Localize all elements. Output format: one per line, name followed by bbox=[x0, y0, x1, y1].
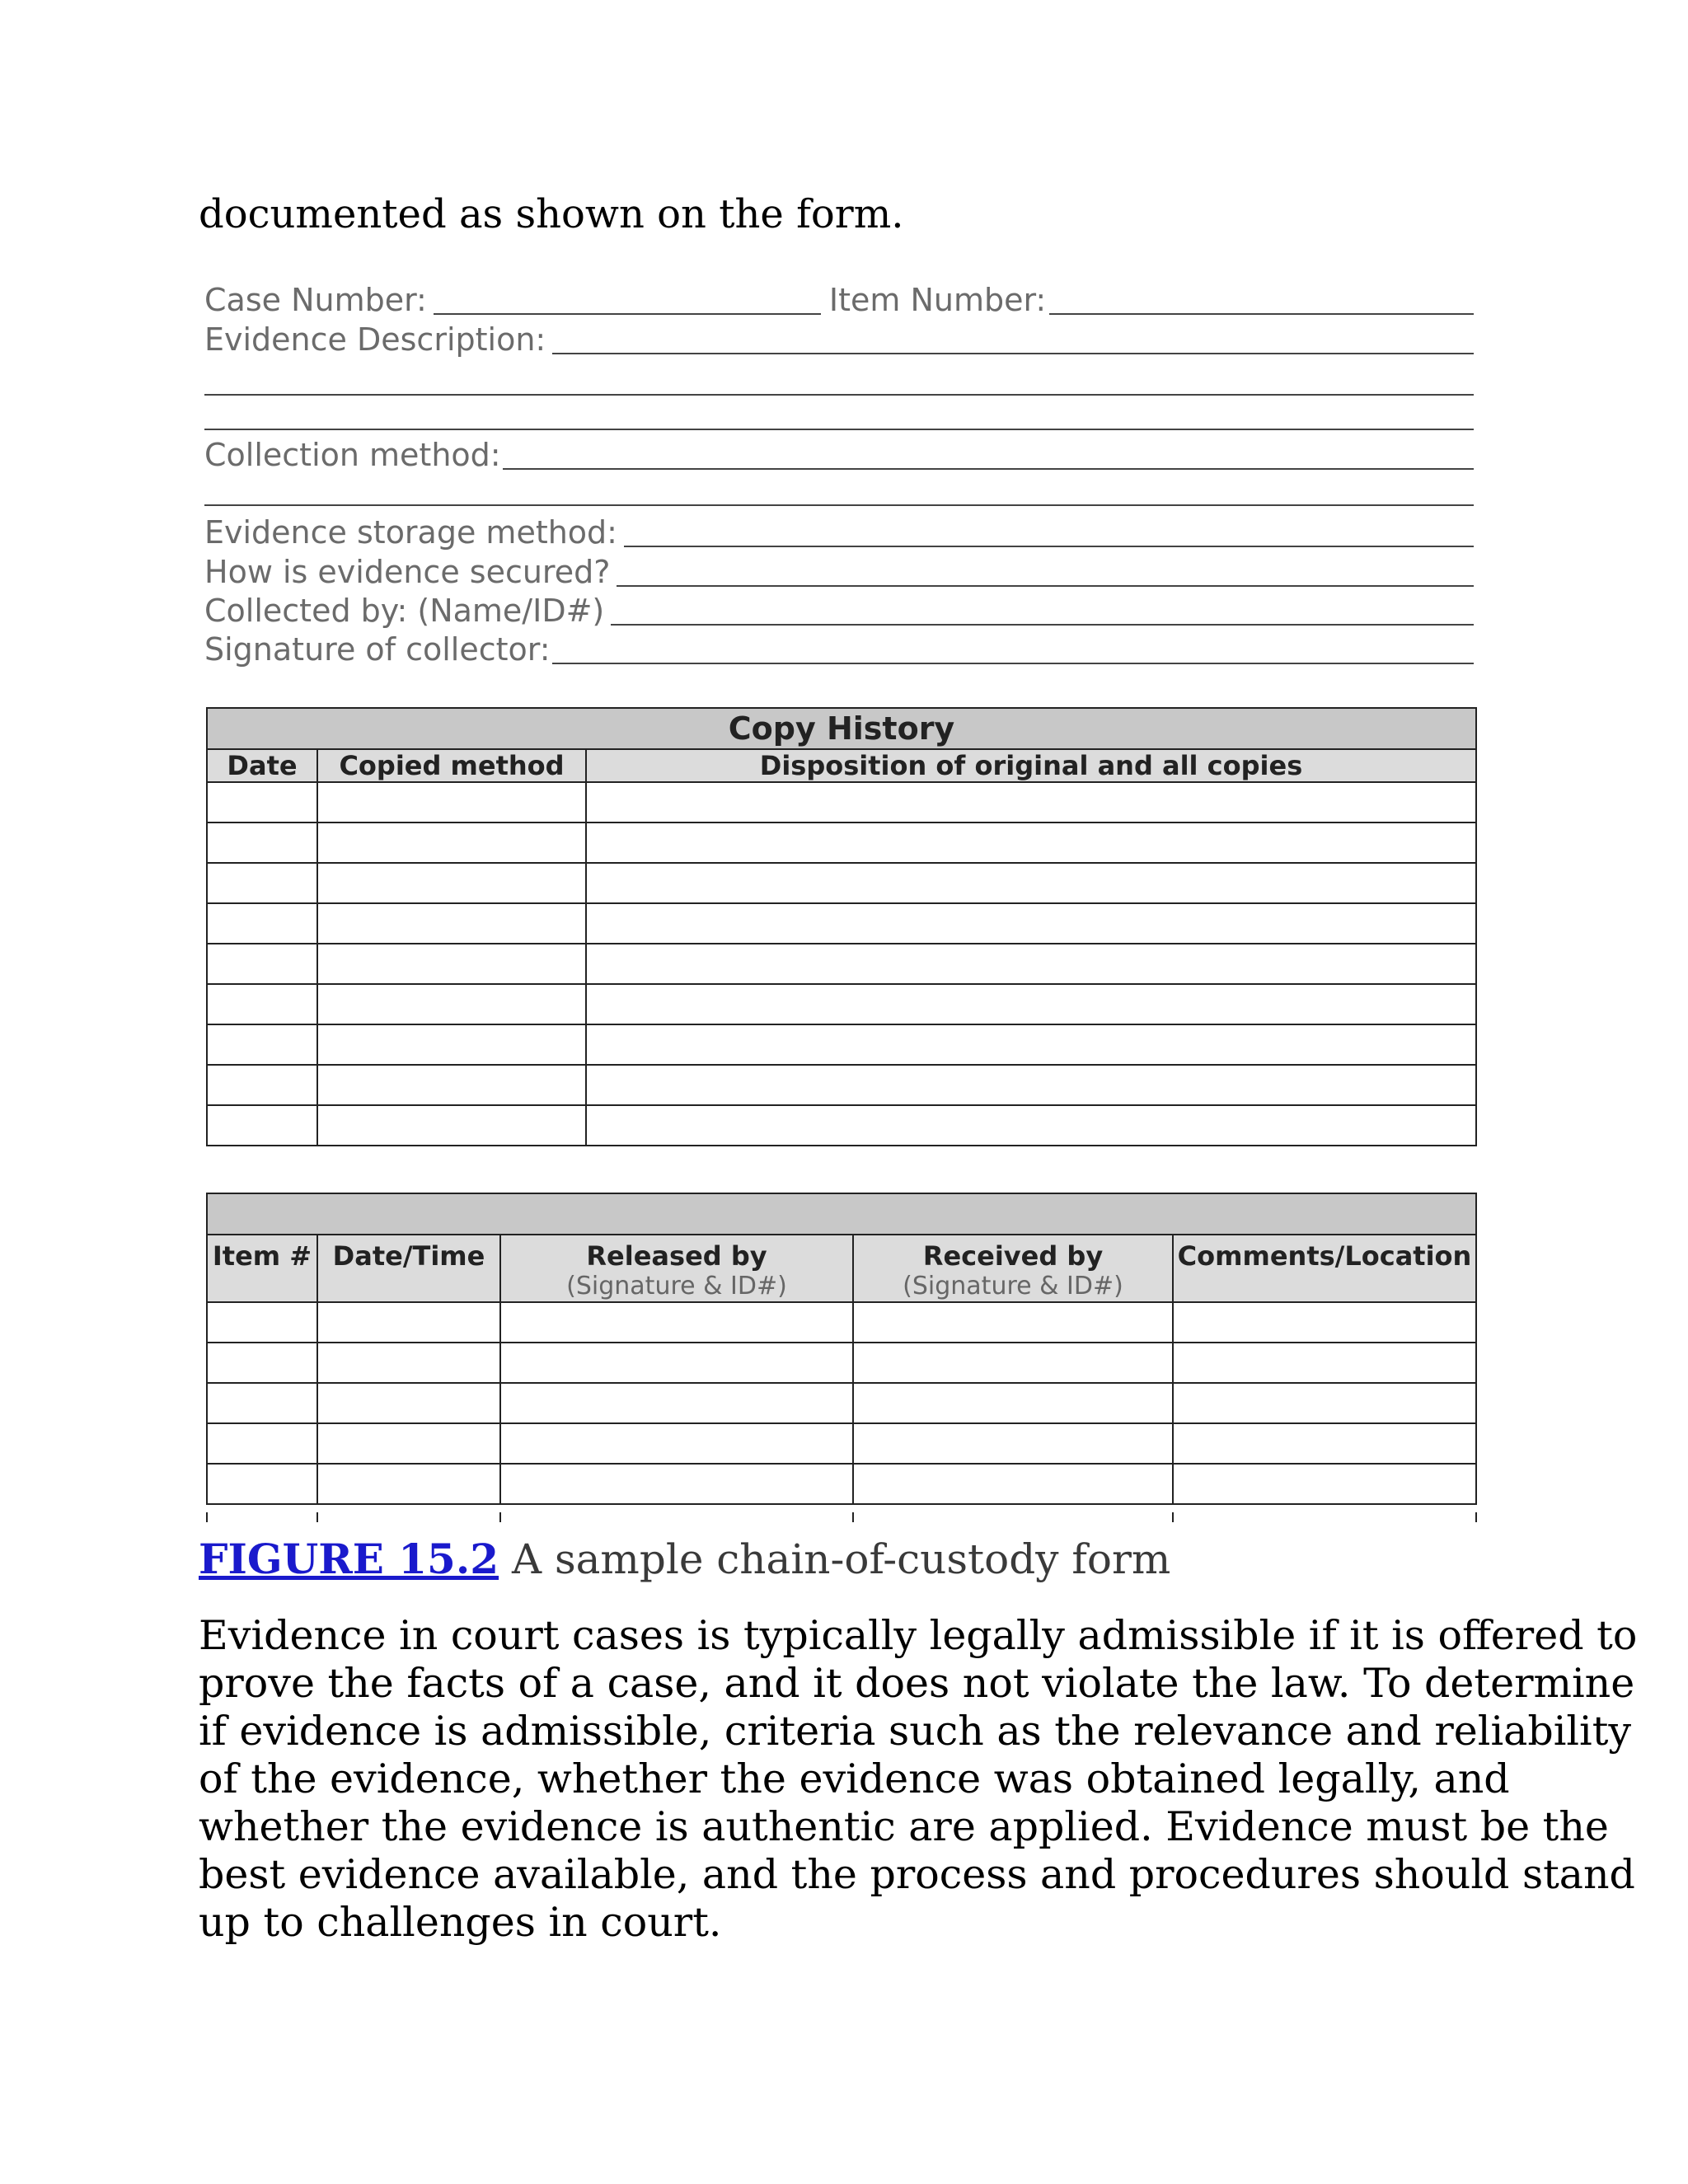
storage-method-label: Evidence storage method: bbox=[204, 514, 617, 551]
lead-text: documented as shown on the form. bbox=[199, 191, 904, 237]
col-item-number: Item # bbox=[207, 1235, 317, 1302]
cell[interactable] bbox=[586, 903, 1476, 944]
table-row bbox=[207, 823, 1476, 863]
cell[interactable] bbox=[207, 944, 317, 984]
case-number-field[interactable] bbox=[434, 313, 821, 315]
storage-method-field[interactable] bbox=[624, 546, 1474, 547]
received-by-label: Received by bbox=[922, 1240, 1104, 1272]
cell[interactable] bbox=[207, 1423, 317, 1464]
cell[interactable] bbox=[586, 823, 1476, 863]
cell[interactable] bbox=[1173, 1343, 1476, 1383]
released-by-sublabel: (Signature & ID#) bbox=[566, 1272, 787, 1301]
col-date-time: Date/Time bbox=[317, 1235, 500, 1302]
cell[interactable] bbox=[207, 1302, 317, 1343]
cell[interactable] bbox=[853, 1343, 1173, 1383]
col-disposition: Disposition of original and all copies bbox=[586, 749, 1476, 782]
table-row bbox=[207, 944, 1476, 984]
col-copied-method: Copied method bbox=[317, 749, 586, 782]
cell[interactable] bbox=[586, 984, 1476, 1024]
evidence-description-row bbox=[204, 320, 1474, 359]
item-number-field[interactable] bbox=[1049, 313, 1474, 315]
cell[interactable] bbox=[1173, 1464, 1476, 1504]
cell[interactable] bbox=[207, 863, 317, 903]
copy-history-table bbox=[206, 707, 1477, 1146]
cell[interactable] bbox=[1173, 1302, 1476, 1343]
table-row bbox=[207, 903, 1476, 944]
paragraph-line: best evidence available, and the process and procedures should stand bbox=[199, 1851, 1635, 1898]
cell[interactable] bbox=[317, 823, 586, 863]
col-comments-location: Comments/Location bbox=[1173, 1235, 1476, 1302]
case-item-row bbox=[204, 280, 1474, 320]
cell[interactable] bbox=[207, 1024, 317, 1065]
signature-row bbox=[204, 630, 1474, 669]
cell[interactable] bbox=[317, 1423, 500, 1464]
paragraph-line: Evidence in court cases is typically legally admissible if it is offered to bbox=[199, 1612, 1638, 1659]
cell[interactable] bbox=[586, 1024, 1476, 1065]
cell[interactable] bbox=[586, 782, 1476, 823]
paragraph-line: up to challenges in court. bbox=[199, 1899, 722, 1946]
custody-transfer-table bbox=[206, 1193, 1477, 1505]
table-row bbox=[207, 984, 1476, 1024]
collection-method-label: Collection method: bbox=[204, 437, 501, 473]
cell[interactable] bbox=[500, 1383, 853, 1423]
table-row bbox=[207, 1383, 1476, 1423]
cell[interactable] bbox=[586, 863, 1476, 903]
body-paragraph bbox=[199, 1612, 1638, 1947]
cell[interactable] bbox=[317, 1024, 586, 1065]
collected-by-row bbox=[204, 591, 1474, 630]
cell[interactable] bbox=[586, 1065, 1476, 1105]
cell[interactable] bbox=[207, 984, 317, 1024]
table-row bbox=[207, 1105, 1476, 1146]
cell[interactable] bbox=[317, 782, 586, 823]
cell[interactable] bbox=[317, 1464, 500, 1504]
collected-by-label: Collected by: (Name/ID#) bbox=[204, 593, 605, 629]
paragraph-line: prove the facts of a case, and it does not violate the law. To determine bbox=[199, 1660, 1635, 1707]
collection-method-line-2[interactable] bbox=[204, 504, 1474, 506]
col-received-by bbox=[853, 1235, 1173, 1302]
cell[interactable] bbox=[317, 1343, 500, 1383]
storage-method-row bbox=[204, 513, 1474, 552]
custody-table-cut-edge bbox=[206, 1512, 1477, 1522]
paragraph-line: of the evidence, whether the evidence was obtained legally, and bbox=[199, 1755, 1510, 1802]
secured-field[interactable] bbox=[617, 585, 1474, 587]
caption-text: A sample chain-of-custody form bbox=[499, 1535, 1171, 1583]
cell[interactable] bbox=[586, 944, 1476, 984]
cell[interactable] bbox=[1173, 1423, 1476, 1464]
table-row bbox=[207, 1065, 1476, 1105]
secured-row bbox=[204, 552, 1474, 592]
cell[interactable] bbox=[317, 1065, 586, 1105]
signature-field[interactable] bbox=[552, 663, 1474, 664]
table-row bbox=[207, 1302, 1476, 1343]
cell[interactable] bbox=[207, 823, 317, 863]
evidence-description-line-2[interactable] bbox=[204, 394, 1474, 396]
evidence-description-line-3[interactable] bbox=[204, 429, 1474, 430]
figure-link[interactable]: FIGURE 15.2 bbox=[199, 1535, 499, 1583]
cell[interactable] bbox=[207, 1464, 317, 1504]
released-by-label: Released by bbox=[586, 1240, 767, 1272]
paragraph-line: whether the evidence is authentic are applied. Evidence must be the bbox=[199, 1803, 1609, 1850]
cell[interactable] bbox=[1173, 1383, 1476, 1423]
cell[interactable] bbox=[317, 1302, 500, 1343]
cell[interactable] bbox=[317, 863, 586, 903]
col-date: Date bbox=[207, 749, 317, 782]
cell[interactable] bbox=[207, 1105, 317, 1146]
cell[interactable] bbox=[500, 1423, 853, 1464]
cell[interactable] bbox=[500, 1302, 853, 1343]
cell[interactable] bbox=[853, 1383, 1173, 1423]
cell[interactable] bbox=[317, 944, 586, 984]
copy-history-title: Copy History bbox=[207, 708, 1476, 749]
custody-table-title-bar bbox=[207, 1193, 1476, 1235]
cell[interactable] bbox=[317, 1105, 586, 1146]
figure-caption bbox=[199, 1535, 1170, 1584]
table-row bbox=[207, 1464, 1476, 1504]
cell[interactable] bbox=[317, 1383, 500, 1423]
table-row bbox=[207, 1343, 1476, 1383]
cell[interactable] bbox=[853, 1464, 1173, 1504]
received-by-sublabel: (Signature & ID#) bbox=[903, 1272, 1123, 1301]
table-row bbox=[207, 782, 1476, 823]
table-row bbox=[207, 1423, 1476, 1464]
cell[interactable] bbox=[317, 903, 586, 944]
paragraph-line: if evidence is admissible, criteria such as the relevance and reliability bbox=[199, 1708, 1632, 1755]
signature-label: Signature of collector: bbox=[204, 631, 551, 668]
cell[interactable] bbox=[207, 1343, 317, 1383]
cell[interactable] bbox=[853, 1302, 1173, 1343]
cell[interactable] bbox=[586, 1105, 1476, 1146]
col-released-by bbox=[500, 1235, 853, 1302]
cell[interactable] bbox=[853, 1423, 1173, 1464]
cell[interactable] bbox=[207, 782, 317, 823]
cell[interactable] bbox=[207, 903, 317, 944]
cell[interactable] bbox=[207, 1065, 317, 1105]
secured-label: How is evidence secured? bbox=[204, 554, 611, 590]
collected-by-field[interactable] bbox=[611, 624, 1474, 626]
collection-method-field[interactable] bbox=[503, 468, 1474, 470]
collection-method-row bbox=[204, 435, 1474, 475]
table-row bbox=[207, 1024, 1476, 1065]
evidence-description-field[interactable] bbox=[552, 353, 1474, 354]
evidence-description-label: Evidence Description: bbox=[204, 321, 546, 358]
cell[interactable] bbox=[317, 984, 586, 1024]
cell[interactable] bbox=[500, 1464, 853, 1504]
cell[interactable] bbox=[207, 1383, 317, 1423]
case-number-label: Case Number: bbox=[204, 282, 427, 318]
table-row bbox=[207, 863, 1476, 903]
cell[interactable] bbox=[500, 1343, 853, 1383]
item-number-label: Item Number: bbox=[828, 282, 1047, 318]
